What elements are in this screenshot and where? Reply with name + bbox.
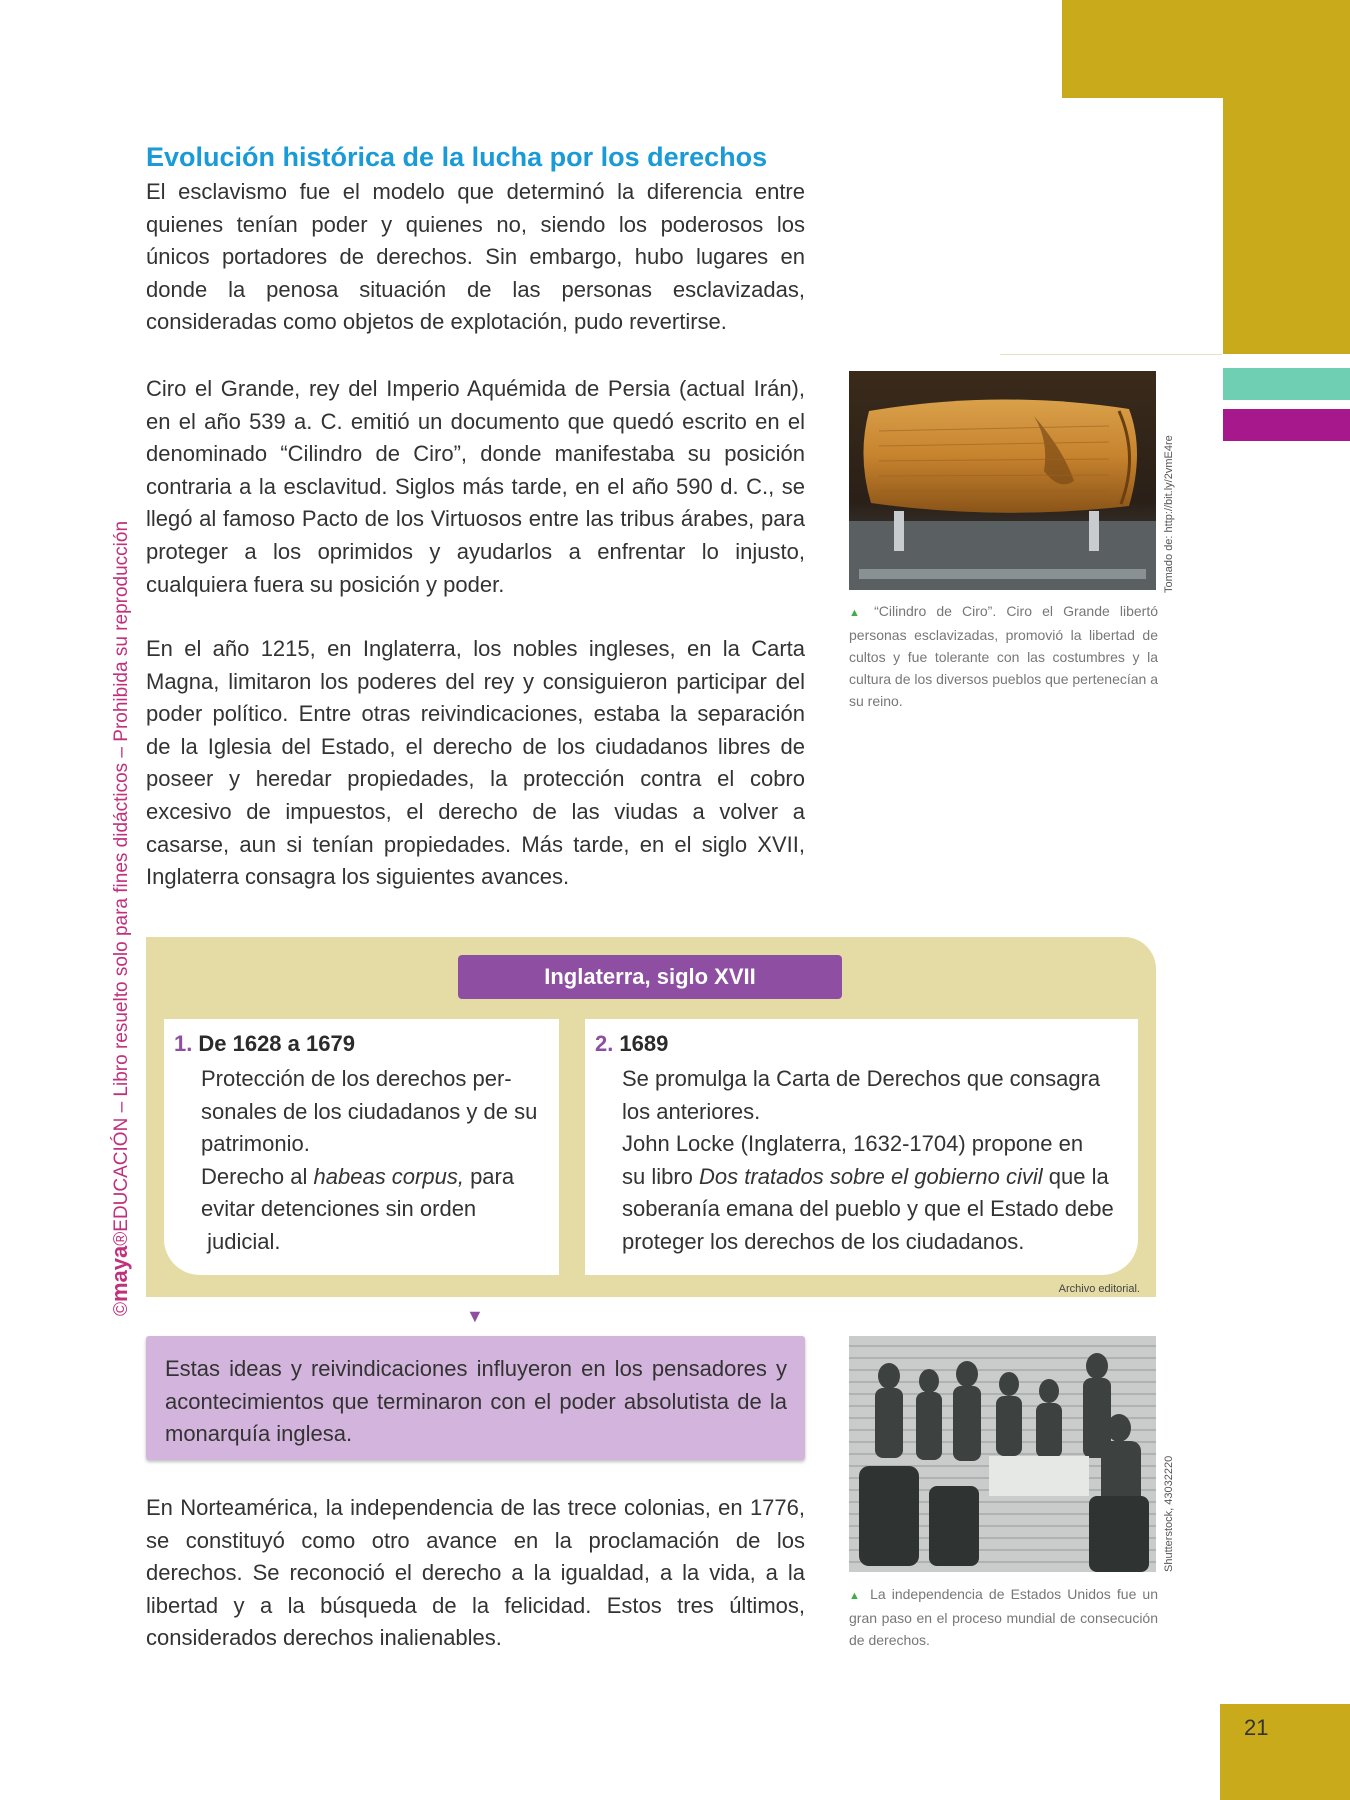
copyright-side-note [107, 521, 133, 1316]
paragraph-cyrus: Ciro el Grande, rey del Imperio Aquémida de Persia (actual Irán), en el año 539 a. C. emitió un documento que quedó escrito en el denominado “Cilindro de Ciro”, donde manifestaba su posición contraria a la esclavitud. Siglos más tarde, en el año 590 d. C., se llegó al famoso Pacto de los Virtuosos entre las tribus árabes, para proteger a los oprimidos y ayudarlos a enfrentar lo injusto, cualquiera fuera su posición y poder. [146, 376, 805, 597]
card-1-line: para [463, 1163, 515, 1189]
highlight-box [146, 1336, 805, 1460]
timeline-card-1-period: De 1628 a 1679 [198, 1031, 355, 1056]
card-2-line: proteger los derechos de los ciudadanos. [622, 1228, 1025, 1254]
card-2-line: John Locke (Inglaterra, 1632-1704) propone en [622, 1131, 1084, 1157]
timeline-title: Inglaterra, siglo XVII [458, 955, 842, 999]
card-1-line: Protección de los derechos per- [201, 1066, 512, 1091]
card-2-line: Se promulga la Carta de Derechos que consagra [622, 1066, 1101, 1091]
section-title: Evolución histórica de la lucha por los derechos [146, 142, 768, 172]
paragraph-magna-carta: En el año 1215, en Inglaterra, los nobles ingleses, en la Carta Magna, limitaron los poderes del rey y consiguieron participar del poder político. Entre otras reivindicaciones, estaba la separación de la Iglesia del Estado, el derecho de los ciudadanos libres de poseer y heredar propiedades, la protección contra el cobro excesivo de impuestos, el derecho de las viudas a volver a casarse, aun si tenían propiedades. Más tarde, en el siglo XVII, Inglaterra consagra los siguientes avances. [146, 636, 805, 890]
independence-engraving [849, 1336, 1156, 1572]
timeline-card-1-body [201, 1063, 537, 1259]
timeline-card-2-body [622, 1063, 1114, 1259]
paragraph-independence: En Norteamérica, la independencia de las trece colonias, en 1776, se constituyó como otro avance en la proclamación de los derechos. Se reconoció el derecho a la igualdad, a la vida, a la libertad y a la búsqueda de la felicidad. Estos tres últimos, considerados derechos inalienables. [146, 1495, 805, 1651]
teal-tab [1223, 368, 1350, 400]
timeline-card-2 [585, 1019, 1138, 1275]
card-2-line: su libro [622, 1163, 700, 1189]
card-1-line: Derecho al [201, 1163, 314, 1189]
card-2-line: que la [1042, 1163, 1109, 1189]
card-2-line: soberanía emana del pueblo y que el Estado debe [622, 1196, 1114, 1222]
registered-mark: ® [111, 1231, 132, 1246]
gold-band-side [1223, 98, 1350, 354]
divider-line [1000, 354, 1222, 355]
card-1-line: evitar detenciones sin orden [201, 1196, 477, 1222]
page-number: 21 [1244, 1715, 1269, 1740]
side-note-text: EDUCACIÓN – Libro resuelto solo para fines didácticos – Prohibida su reproducción [111, 520, 132, 1232]
arrow-down-icon: ▼ [466, 1306, 484, 1326]
independence-caption-text: La independencia de Estados Unidos fue un gran paso en el proceso mundial de consecución de derechos. [849, 1586, 1159, 1648]
timeline-card-2-number: 2. [595, 1031, 614, 1056]
page-number-box [1220, 1704, 1350, 1800]
timeline-source: Archivo editorial. [1058, 1283, 1140, 1295]
highlight-text: Estas ideas y reivindicaciones influyeron en los pensadores y acontecimientos que terminaron con el poder absolutista de la monarquía inglesa. [165, 1356, 787, 1447]
card-2-line: los anteriores. [622, 1098, 761, 1124]
card-1-line: sonales de los ciudadanos y de su [201, 1098, 538, 1124]
copyright-symbol: © [111, 1302, 132, 1316]
cylinder-caption-text: “Cilindro de Ciro”. Ciro el Grande libertó personas esclavizadas, promovió la libertad de cultos y fue tolerante con las costumbres y la cultura de los diversos pueblos que pertenecían a su reino. [849, 603, 1159, 709]
independence-caption [849, 1583, 1158, 1651]
book-title: Dos tratados sobre el gobierno civil [699, 1163, 1043, 1189]
timeline-card-2-heading [595, 1031, 668, 1057]
magenta-tab [1223, 409, 1350, 441]
cylinder-caption [849, 600, 1158, 712]
card-1-line: judicial. [207, 1228, 281, 1254]
cylinder-photo-credit: Tomado de: http://bit.ly/2vmE4re [1163, 435, 1175, 593]
timeline-card-2-period: 1689 [619, 1031, 669, 1056]
gold-band-top [1062, 0, 1350, 98]
maya-logo: maya [107, 1245, 132, 1302]
timeline-box [146, 937, 1156, 1297]
timeline-card-1 [164, 1019, 559, 1275]
cyrus-cylinder-photo [849, 371, 1156, 590]
timeline-card-1-number: 1. [174, 1031, 193, 1056]
habeas-corpus-term: habeas corpus, [313, 1163, 464, 1189]
triangle-marker-icon: ▲ [849, 607, 867, 619]
triangle-marker-icon: ▲ [849, 1590, 863, 1602]
card-1-line: patrimonio. [201, 1131, 310, 1157]
engraving-photo-credit: Shutterstock, 43032220 [1163, 1455, 1175, 1572]
paragraph-slavery: El esclavismo fue el modelo que determinó la diferencia entre quienes tenían poder y quienes no, siendo los poderosos los únicos portadores de derechos. Sin embargo, hubo lugares en donde la penosa situación de las personas esclavizadas, consideradas como objetos de explotación, pudo revertirse. [146, 179, 805, 335]
timeline-card-1-heading [174, 1031, 355, 1057]
